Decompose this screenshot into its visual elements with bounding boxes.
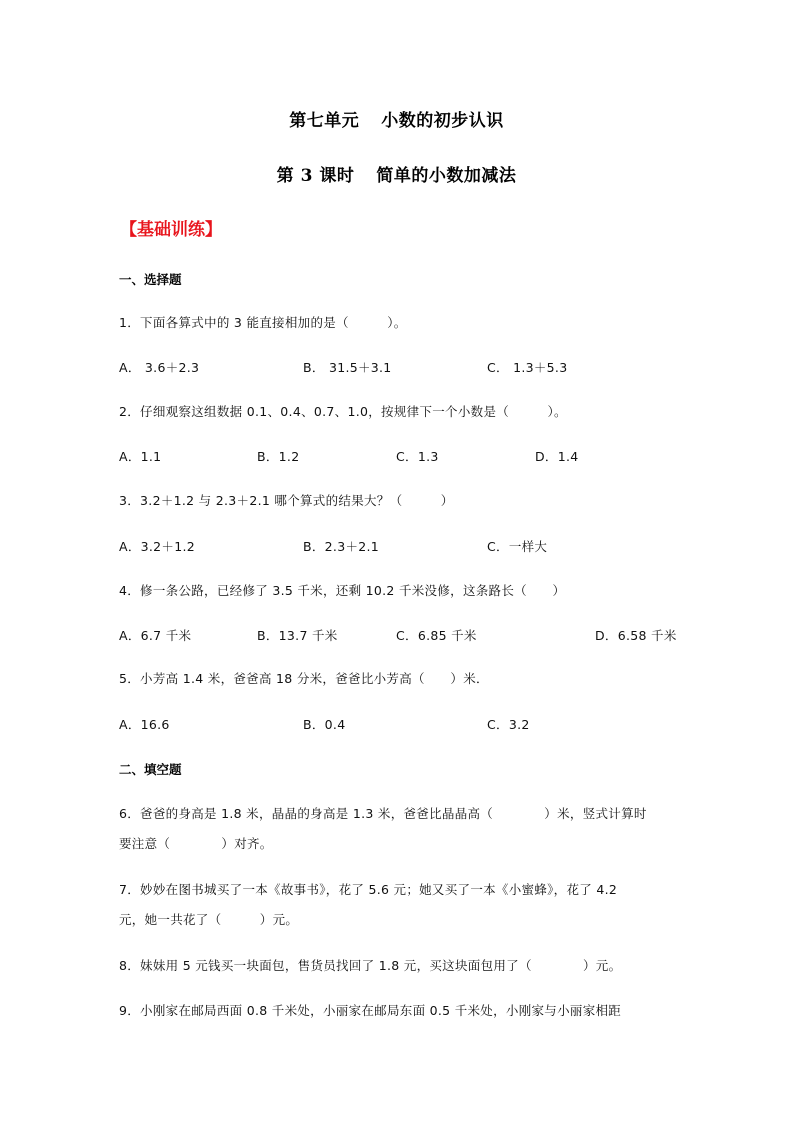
question-5-option-b: B．0.4	[303, 717, 346, 732]
part2-heading: 二、填空题	[119, 762, 182, 777]
question-1-option-b: B． 31.5＋3.1	[303, 360, 392, 375]
question-1-option-a: A． 3.6＋2.3	[119, 360, 200, 375]
question-9-line-1: 9．小刚家在邮局西面 0.8 千米处，小丽家在邮局东面 0.5 千米处，小刚家与小丽家相距	[119, 1003, 622, 1018]
question-1-option-c: C． 1.3＋5.3	[487, 360, 568, 375]
question-6-line-2: 要注意（ ）对齐。	[119, 836, 273, 851]
question-4-option-d: D．6.58 千米	[595, 628, 677, 643]
question-2-option-d: D．1.4	[535, 449, 579, 464]
question-4-option-a: A．6.7 千米	[119, 628, 192, 643]
question-2-option-a: A．1.1	[119, 449, 162, 464]
question-6-line-1: 6．爸爸的身高是 1.8 米，晶晶的身高是 1.3 米，爸爸比晶晶高（ ）米，竖式计算时	[119, 806, 647, 821]
question-3-stem: 3．3.2＋1.2 与 2.3＋2.1 哪个算式的结果大？（ ）	[119, 493, 454, 508]
question-4-option-b: B．13.7 千米	[257, 628, 338, 643]
lesson-title	[0, 161, 793, 186]
question-2-stem: 2．仔细观察这组数据 0.1、0.4、0.7、1.0，按规律下一个小数是（ ）。	[119, 404, 567, 419]
unit-title	[0, 106, 793, 131]
question-4-stem: 4．修一条公路，已经修了 3.5 千米，还剩 10.2 千米没修，这条路长（ ）	[119, 583, 566, 598]
lesson-title-number: 第 3 课时	[276, 166, 355, 186]
section-label-basic-training: 【基础训练】	[120, 220, 222, 240]
question-1-stem: 1．下面各算式中的 3 能直接相加的是（ ）。	[119, 315, 407, 330]
question-3-option-b: B．2.3＋2.1	[303, 539, 380, 554]
question-5-option-c: C．3.2	[487, 717, 530, 732]
question-4-option-c: C．6.85 千米	[396, 628, 477, 643]
question-5-stem: 5．小芳高 1.4 米，爸爸高 18 分米，爸爸比小芳高（ ）米．	[119, 671, 489, 686]
question-7-line-2: 元，她一共花了（ ）元。	[119, 912, 299, 927]
part1-heading: 一、选择题	[119, 272, 182, 287]
lesson-title-name: 简单的小数加减法	[376, 166, 517, 186]
question-3-option-c: C．一样大	[487, 539, 548, 554]
unit-title-name: 小数的初步认识	[381, 111, 504, 131]
question-8-line-1: 8．妹妹用 5 元钱买一块面包，售货员找回了 1.8 元，买这块面包用了（ ）元。	[119, 958, 622, 973]
question-5-option-a: A．16.6	[119, 717, 170, 732]
question-2-option-b: B．1.2	[257, 449, 300, 464]
question-7-line-1: 7．妙妙在图书城买了一本《故事书》，花了 5.6 元；她又买了一本《小蜜蜂》，花了 4.2	[119, 882, 618, 897]
unit-title-number: 第七单元	[289, 111, 360, 131]
question-3-option-a: A．3.2＋1.2	[119, 539, 196, 554]
question-2-option-c: C．1.3	[396, 449, 439, 464]
